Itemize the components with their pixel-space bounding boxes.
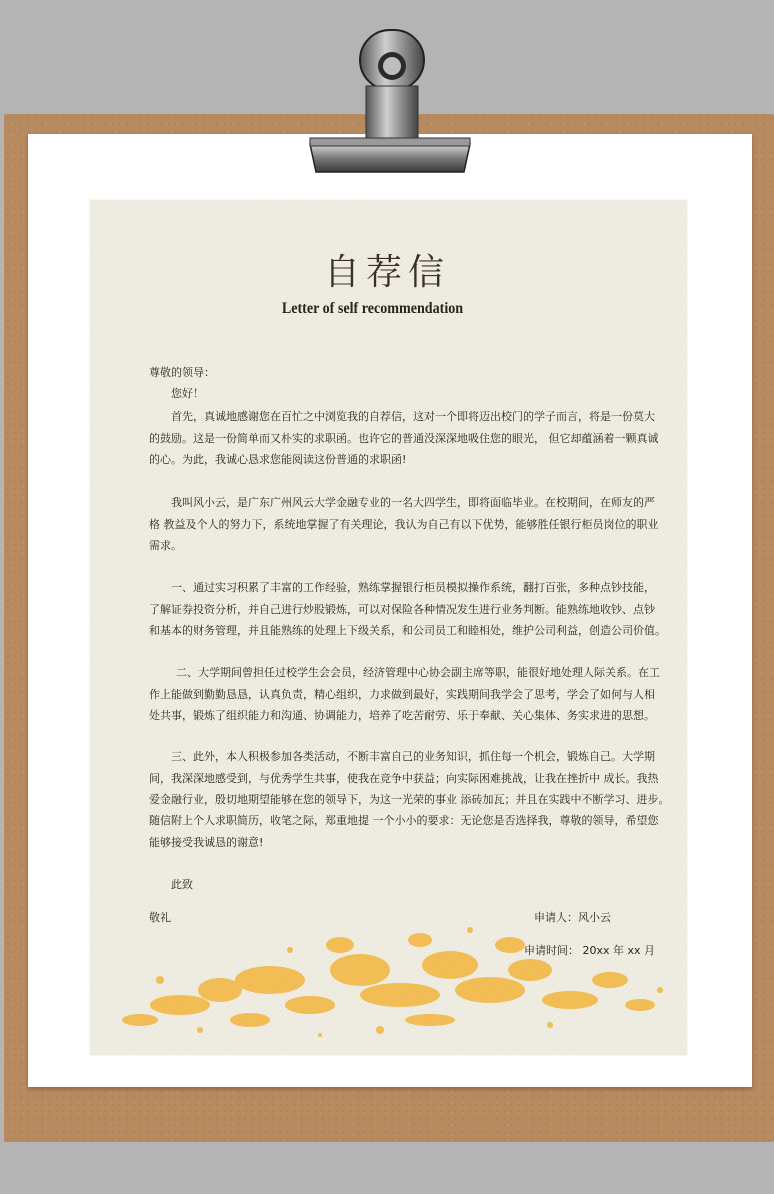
paragraph-line: 的鼓励。这是一份简单而又朴实的求职函。也许它的普通没深深地吸住您的眼光， 但它却蕴涵着一颗真诚 bbox=[149, 432, 659, 445]
paragraph-line: 的心。为此，我诚心恳求您能阅读这份普通的求职函! bbox=[149, 453, 407, 466]
paragraph-line: 作上能做到勤勤恳恳，认真负责，精心组织，力求做到最好，实践期间我学会了思考，学会了如何与人相 bbox=[149, 688, 655, 701]
paragraph-line: 首先，真诚地感谢您在百忙之中浏览我的自荐信，这对一个即将迈出校门的学子而言，将是一份莫大 bbox=[171, 410, 655, 423]
salutation: 尊敬的领导： bbox=[149, 366, 215, 379]
letter-title: 自荐信 bbox=[323, 252, 450, 293]
paragraph-line: 三、此外，本人积极参加各类活动，不断丰富自己的业务知识，抓住每一个机会，锻炼自己。大学期 bbox=[171, 750, 655, 763]
closing-line-2: 敬礼 bbox=[149, 911, 171, 924]
paragraph-line: 我叫风小云，是广东广州风云大学金融专业的一名大四学生，即将面临毕业。在校期间，在师友的严 bbox=[171, 496, 655, 509]
paragraph-line: 爱金融行业，殷切地期望能够在您的领导下，为这一光荣的事业 添砖加瓦；并且在实践中不断学习、进步。 bbox=[149, 793, 670, 806]
letter-subtitle: Letter of self recommendation bbox=[281, 300, 464, 317]
paragraph-line: 二、大学期间曾担任过校学生会会员，经济管理中心协会副主席等职，能很好地处理人际关系。在工 bbox=[176, 666, 660, 679]
greeting: 您好！ bbox=[171, 387, 204, 400]
application-date: 申请时间： 20xx 年 xx 月 bbox=[524, 944, 656, 957]
applicant-name: 申请人：风小云 bbox=[534, 911, 611, 924]
paragraph-line: 和基本的财务管理，并且能熟练的处理上下级关系，和公司员工和睦相处，维护公司利益，创造公司价值。 bbox=[149, 624, 666, 637]
closing-line-1: 此致 bbox=[171, 878, 193, 891]
paragraph-line: 能够接受我诚恳的谢意! bbox=[149, 836, 264, 849]
binder-clip-icon bbox=[300, 26, 480, 176]
paragraph-line: 了解证券投资分析，并自己进行炒股锻炼，可以对保险各种情况发生进行业务判断。能熟练地收钞、点钞 bbox=[149, 603, 655, 616]
paragraph-line: 格 教益及个人的努力下，系统地掌握了有关理论，我认为自己有以下优势，能够胜任银行柜员岗位的职业 bbox=[149, 518, 659, 531]
paragraph-line: 一、通过实习积累了丰富的工作经验，熟练掌握银行柜员模拟操作系统，翻打百张，多种点钞技能， bbox=[171, 581, 655, 594]
paragraph-line: 处共事，锻炼了组织能力和沟通、协调能力，培养了吃苦耐劳、乐于奉献、关心集体、务实求进的思想。 bbox=[149, 709, 655, 722]
orange-splash-decoration bbox=[100, 910, 680, 1050]
paragraph-line: 需求。 bbox=[149, 539, 182, 552]
paragraph-line: 随信附上个人求职简历，收笔之际，郑重地提 一个小小的要求：无论您是否选择我，尊敬的领导，希望您 bbox=[149, 814, 659, 827]
paragraph-line: 间，我深深地感受到，与优秀学生共事，使我在竞争中获益；向实际困难挑战，让我在挫折中 成长。我热 bbox=[149, 772, 659, 785]
